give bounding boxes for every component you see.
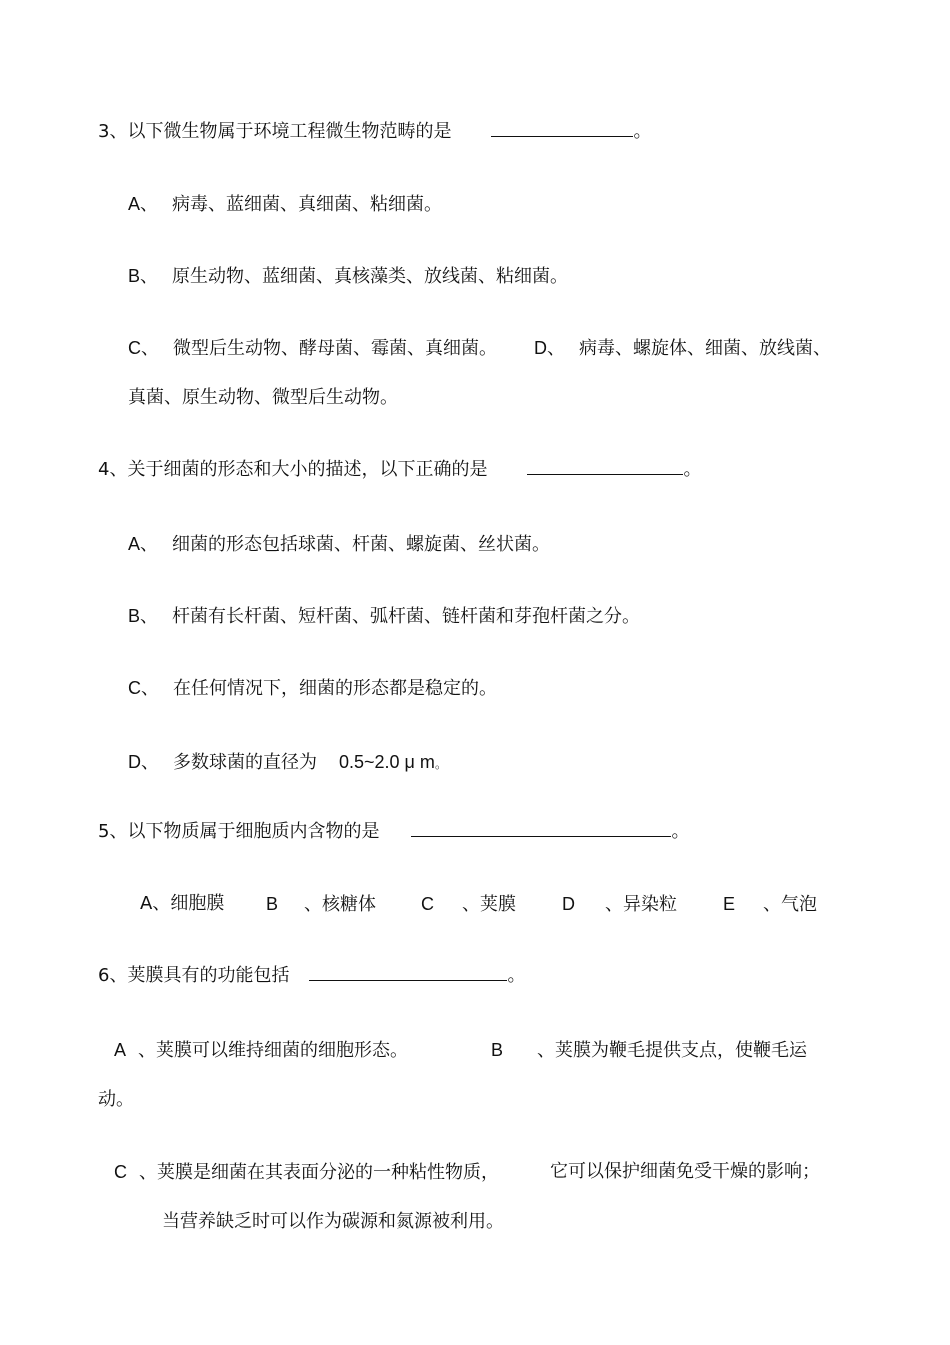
question-5-option-a: A、细胞膜 [140, 893, 225, 914]
question-3-stem-line [98, 120, 651, 144]
option-text: 、气泡 [763, 894, 818, 915]
question-6-stem-line [98, 964, 525, 988]
question-5-option-e [723, 892, 817, 917]
option-text: 病毒、蓝细菌、真细菌、粘细菌。 [172, 194, 443, 215]
option-text: 多数球菌的直径为 [173, 752, 317, 773]
question-5-option-d [562, 892, 677, 917]
question-4-option-a [128, 532, 550, 557]
option-letter: C、 [128, 338, 159, 358]
option-text: 在任何情况下，细菌的形态都是稳定的。 [173, 678, 497, 699]
option-text: 、荚膜 [462, 894, 516, 915]
question-3-option-d [534, 336, 831, 361]
question-5-option-c [421, 892, 516, 917]
question-end-mark: 。 [671, 821, 690, 842]
option-text: 原生动物、蓝细菌、真核藻类、放线菌、粘细菌。 [172, 266, 569, 287]
answer-blank [527, 458, 683, 475]
option-text: 、荚膜是细菌在其表面分泌的一种粘性物质， [139, 1162, 499, 1183]
option-letter: B [491, 1040, 504, 1060]
option-text: 细菌的形态包括球菌、杆菌、螺旋菌、丝状菌。 [172, 534, 551, 555]
question-6-option-c-part2: 它可以保护细菌免受干燥的影响； [550, 1161, 820, 1182]
option-letter: E [723, 894, 736, 914]
option-letter: A、 [128, 534, 159, 554]
question-end-mark: 。 [507, 965, 526, 986]
option-text: 、核糖体 [304, 894, 377, 915]
question-6-option-b-continued: 动。 [98, 1089, 134, 1110]
question-3-stem: 3、以下微生物属于环境工程微生物范畴的是 [98, 121, 452, 142]
question-4-option-c [128, 676, 497, 701]
option-letter: D、 [128, 752, 159, 772]
question-5-stem: 5、以下物质属于细胞质内含物的是 [98, 821, 380, 842]
option-text: 、荚膜为鞭毛提供支点，使鞭毛运 [537, 1040, 808, 1061]
question-3-option-b [128, 264, 568, 289]
option-text: 、异染粒 [605, 894, 677, 915]
option-letter: C [114, 1162, 127, 1182]
answer-blank [411, 820, 671, 837]
option-text: 杆菌有长杆菌、短杆菌、弧杆菌、链杆菌和芽孢杆菌之分。 [172, 606, 641, 627]
option-letter: C [421, 894, 434, 914]
option-letter: A、 [128, 194, 159, 214]
answer-blank [309, 964, 507, 981]
option-letter: B、 [128, 266, 159, 286]
question-6-stem: 6、荚膜具有的功能包括 [98, 965, 290, 986]
option-text: 、荚膜可以维持细菌的细胞形态。 [138, 1040, 409, 1061]
answer-blank [491, 120, 633, 137]
option-letter: D [562, 894, 575, 914]
option-letter: B、 [128, 606, 159, 626]
question-6-option-c-continued: 当营养缺乏时可以作为碳源和氮源被利用。 [162, 1211, 504, 1232]
question-end-mark: 。 [434, 757, 447, 771]
option-text: 病毒、螺旋体、细菌、放线菌、 [579, 338, 831, 359]
question-5-option-b [266, 892, 376, 917]
question-end-mark: 。 [633, 121, 652, 142]
question-5-stem-line [98, 820, 689, 844]
question-end-mark: 。 [683, 459, 702, 480]
question-6-option-b [491, 1038, 807, 1063]
question-4-option-d [128, 750, 447, 776]
option-letter: C、 [128, 678, 159, 698]
question-4-option-b [128, 604, 640, 629]
option-letter: B [266, 894, 279, 914]
question-3-option-c [128, 336, 497, 361]
option-letter: A [114, 1040, 127, 1060]
question-4-stem-line [98, 458, 701, 482]
question-3-option-d-continued: 真菌、原生动物、微型后生动物。 [128, 387, 398, 408]
question-6-option-c [114, 1160, 499, 1185]
question-3-option-a [128, 192, 442, 217]
option-letter: D、 [534, 338, 565, 358]
diameter-value: 0.5~2.0 μ m [339, 752, 435, 772]
option-text: 微型后生动物、酵母菌、霉菌、真细菌。 [173, 338, 497, 359]
question-6-option-a [114, 1038, 408, 1063]
question-4-stem: 4、关于细菌的形态和大小的描述，以下正确的是 [98, 459, 488, 480]
